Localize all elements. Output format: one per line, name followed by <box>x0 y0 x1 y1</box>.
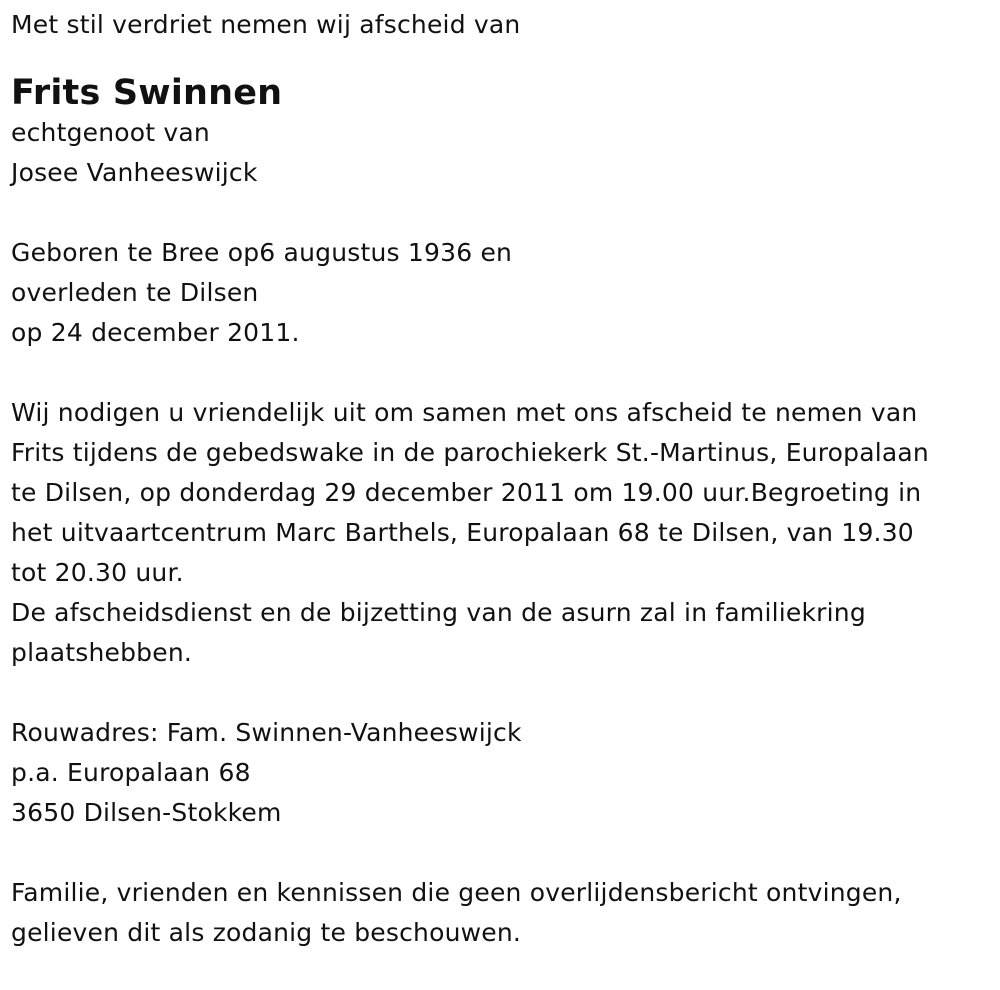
address-line: 3650 Dilsen-Stokkem <box>11 798 282 827</box>
address-line: p.a. Europalaan 68 <box>11 758 251 787</box>
invitation-line: Frits tijdens de gebedswake in de parochiekerk St.-Martinus, Europalaan <box>11 438 929 467</box>
invitation-line: tot 20.30 uur. <box>11 558 184 587</box>
intro-text: Met stil verdriet nemen wij afscheid van <box>11 10 521 39</box>
death-date-line: op 24 december 2011. <box>11 318 300 347</box>
invitation-line: te Dilsen, op donderdag 29 december 2011 om 19.00 uur.Begroeting in <box>11 478 922 507</box>
death-place-line: overleden te Dilsen <box>11 278 259 307</box>
spouse-name: Josee Vanheeswijck <box>11 158 258 187</box>
ceremony-line: plaatshebben. <box>11 638 193 667</box>
spacer <box>11 193 986 233</box>
invitation-block <box>11 393 986 673</box>
spacer <box>11 673 986 713</box>
invitation-line: Wij nodigen u vriendelijk uit om samen met ons afscheid te nemen van <box>11 398 918 427</box>
closing-line: Familie, vrienden en kennissen die geen overlijdensbericht ontvingen, <box>11 878 902 907</box>
birth-death-block <box>11 233 986 353</box>
ceremony-line: De afscheidsdienst en de bijzetting van de asurn zal in familiekring <box>11 598 866 627</box>
relation-block <box>11 113 986 193</box>
relation-line: echtgenoot van <box>11 118 210 147</box>
closing-block <box>11 873 986 953</box>
death-notice <box>11 0 986 953</box>
closing-line: gelieven dit als zodanig te beschouwen. <box>11 918 522 947</box>
address-line: Rouwadres: Fam. Swinnen-Vanheeswijck <box>11 718 522 747</box>
birth-line: Geboren te Bree op6 augustus 1936 en <box>11 238 513 267</box>
spacer <box>11 353 986 393</box>
invitation-line: het uitvaartcentrum Marc Barthels, Europalaan 68 te Dilsen, van 19.30 <box>11 518 914 547</box>
address-block <box>11 713 986 833</box>
deceased-name: Frits Swinnen <box>11 73 283 113</box>
spacer <box>11 833 986 873</box>
